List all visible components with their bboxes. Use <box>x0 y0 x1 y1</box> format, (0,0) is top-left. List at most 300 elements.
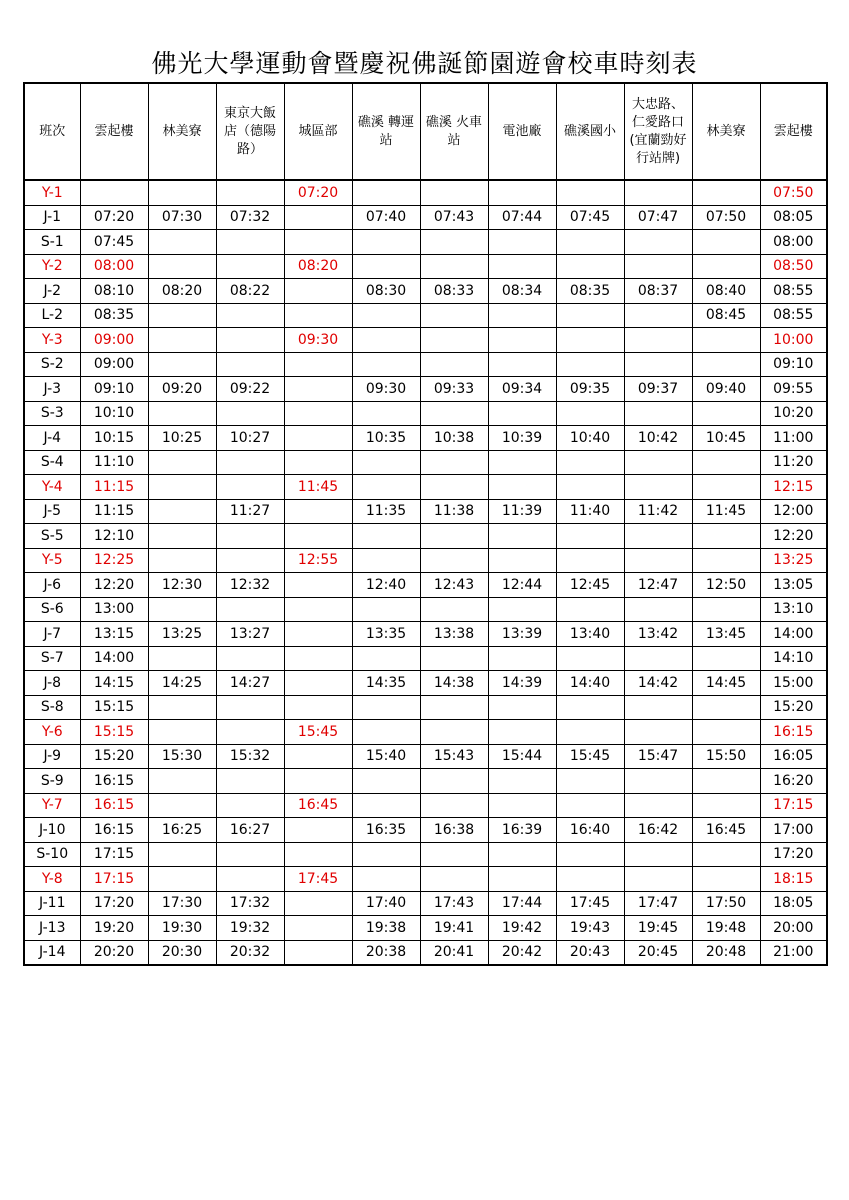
departure-time-cell <box>216 401 284 426</box>
departure-time-cell <box>488 842 556 867</box>
departure-time-cell: 19:30 <box>148 916 216 941</box>
departure-time-cell <box>624 450 692 475</box>
departure-time-cell: 08:40 <box>692 279 760 304</box>
departure-time-cell: 10:35 <box>352 426 420 451</box>
departure-time-cell: 08:45 <box>692 303 760 328</box>
bus-schedule-table <box>23 82 828 966</box>
departure-time-cell: 10:20 <box>760 401 827 426</box>
departure-time-cell: 17:20 <box>760 842 827 867</box>
departure-time-cell <box>692 867 760 892</box>
departure-time-cell: 17:40 <box>352 891 420 916</box>
departure-time-cell <box>556 720 624 745</box>
departure-time-cell: 19:45 <box>624 916 692 941</box>
route-code-cell: J-10 <box>24 818 80 843</box>
departure-time-cell <box>624 475 692 500</box>
departure-time-cell <box>692 475 760 500</box>
route-code-cell: S-5 <box>24 524 80 549</box>
departure-time-cell: 12:20 <box>80 573 148 598</box>
departure-time-cell: 15:47 <box>624 744 692 769</box>
header-row <box>24 83 827 180</box>
departure-time-cell <box>216 475 284 500</box>
departure-time-cell <box>624 867 692 892</box>
departure-time-cell: 17:30 <box>148 891 216 916</box>
departure-time-cell <box>284 891 352 916</box>
departure-time-cell: 17:15 <box>80 867 148 892</box>
departure-time-cell <box>352 720 420 745</box>
departure-time-cell: 16:39 <box>488 818 556 843</box>
departure-time-cell <box>148 597 216 622</box>
departure-time-cell: 20:42 <box>488 940 556 965</box>
column-header: 礁溪國小 <box>556 83 624 180</box>
departure-time-cell <box>420 646 488 671</box>
departure-time-cell: 20:20 <box>80 940 148 965</box>
departure-time-cell <box>284 499 352 524</box>
departure-time-cell <box>284 524 352 549</box>
table-row <box>24 793 827 818</box>
column-header: 電池廠 <box>488 83 556 180</box>
column-header: 林美寮 <box>692 83 760 180</box>
departure-time-cell <box>284 573 352 598</box>
table-row <box>24 230 827 255</box>
departure-time-cell: 16:38 <box>420 818 488 843</box>
table-row <box>24 940 827 965</box>
departure-time-cell: 07:20 <box>284 180 352 205</box>
departure-time-cell <box>420 842 488 867</box>
column-header: 雲起樓 <box>760 83 827 180</box>
departure-time-cell: 12:20 <box>760 524 827 549</box>
departure-time-cell <box>488 352 556 377</box>
departure-time-cell: 12:45 <box>556 573 624 598</box>
departure-time-cell <box>284 205 352 230</box>
table-row <box>24 352 827 377</box>
departure-time-cell: 10:45 <box>692 426 760 451</box>
departure-time-cell: 12:55 <box>284 548 352 573</box>
departure-time-cell <box>556 769 624 794</box>
departure-time-cell: 07:32 <box>216 205 284 230</box>
route-code-cell: S-8 <box>24 695 80 720</box>
departure-time-cell: 13:39 <box>488 622 556 647</box>
departure-time-cell <box>624 254 692 279</box>
departure-time-cell <box>488 524 556 549</box>
departure-time-cell: 13:05 <box>760 573 827 598</box>
departure-time-cell: 16:15 <box>80 769 148 794</box>
table-row <box>24 916 827 941</box>
departure-time-cell <box>284 646 352 671</box>
table-row <box>24 769 827 794</box>
route-code-cell: J-2 <box>24 279 80 304</box>
departure-time-cell <box>420 720 488 745</box>
table-row <box>24 426 827 451</box>
table-row <box>24 401 827 426</box>
departure-time-cell: 09:40 <box>692 377 760 402</box>
departure-time-cell <box>692 450 760 475</box>
departure-time-cell: 16:05 <box>760 744 827 769</box>
departure-time-cell: 15:20 <box>80 744 148 769</box>
departure-time-cell: 19:42 <box>488 916 556 941</box>
departure-time-cell <box>216 180 284 205</box>
departure-time-cell <box>556 180 624 205</box>
departure-time-cell: 14:35 <box>352 671 420 696</box>
departure-time-cell: 08:50 <box>760 254 827 279</box>
route-code-cell: Y-4 <box>24 475 80 500</box>
departure-time-cell <box>148 352 216 377</box>
departure-time-cell <box>420 328 488 353</box>
departure-time-cell: 13:15 <box>80 622 148 647</box>
departure-time-cell <box>556 842 624 867</box>
departure-time-cell: 20:43 <box>556 940 624 965</box>
departure-time-cell: 15:50 <box>692 744 760 769</box>
departure-time-cell <box>420 475 488 500</box>
departure-time-cell: 13:40 <box>556 622 624 647</box>
departure-time-cell: 14:42 <box>624 671 692 696</box>
departure-time-cell <box>692 695 760 720</box>
departure-time-cell <box>488 180 556 205</box>
departure-time-cell: 17:20 <box>80 891 148 916</box>
table-row <box>24 867 827 892</box>
departure-time-cell: 19:43 <box>556 916 624 941</box>
departure-time-cell <box>692 720 760 745</box>
departure-time-cell: 12:10 <box>80 524 148 549</box>
departure-time-cell <box>148 401 216 426</box>
table-row <box>24 646 827 671</box>
departure-time-cell <box>692 254 760 279</box>
departure-time-cell: 09:30 <box>284 328 352 353</box>
route-code-cell: J-4 <box>24 426 80 451</box>
departure-time-cell: 15:15 <box>80 695 148 720</box>
departure-time-cell <box>284 769 352 794</box>
departure-time-cell: 11:40 <box>556 499 624 524</box>
route-code-cell: Y-1 <box>24 180 80 205</box>
departure-time-cell: 19:32 <box>216 916 284 941</box>
table-row <box>24 744 827 769</box>
route-code-cell: J-14 <box>24 940 80 965</box>
departure-time-cell: 20:48 <box>692 940 760 965</box>
departure-time-cell: 07:40 <box>352 205 420 230</box>
departure-time-cell: 14:45 <box>692 671 760 696</box>
departure-time-cell: 12:40 <box>352 573 420 598</box>
departure-time-cell <box>692 597 760 622</box>
departure-time-cell: 20:38 <box>352 940 420 965</box>
departure-time-cell <box>624 328 692 353</box>
departure-time-cell <box>556 475 624 500</box>
departure-time-cell <box>216 548 284 573</box>
departure-time-cell <box>216 450 284 475</box>
departure-time-cell: 11:42 <box>624 499 692 524</box>
departure-time-cell <box>216 352 284 377</box>
route-code-cell: S-6 <box>24 597 80 622</box>
departure-time-cell: 09:10 <box>80 377 148 402</box>
departure-time-cell: 16:45 <box>284 793 352 818</box>
departure-time-cell: 09:30 <box>352 377 420 402</box>
table-row <box>24 573 827 598</box>
departure-time-cell <box>488 254 556 279</box>
departure-time-cell <box>216 720 284 745</box>
departure-time-cell <box>352 180 420 205</box>
departure-time-cell: 08:22 <box>216 279 284 304</box>
departure-time-cell <box>284 940 352 965</box>
departure-time-cell <box>420 401 488 426</box>
table-row <box>24 377 827 402</box>
departure-time-cell: 07:43 <box>420 205 488 230</box>
departure-time-cell <box>148 524 216 549</box>
departure-time-cell: 14:39 <box>488 671 556 696</box>
route-code-cell: J-13 <box>24 916 80 941</box>
departure-time-cell <box>352 230 420 255</box>
departure-time-cell: 11:15 <box>80 499 148 524</box>
departure-time-cell <box>556 254 624 279</box>
departure-time-cell <box>488 230 556 255</box>
departure-time-cell: 09:10 <box>760 352 827 377</box>
departure-time-cell: 07:44 <box>488 205 556 230</box>
column-header: 城區部 <box>284 83 352 180</box>
departure-time-cell <box>624 695 692 720</box>
departure-time-cell: 10:38 <box>420 426 488 451</box>
departure-time-cell: 08:30 <box>352 279 420 304</box>
departure-time-cell: 07:45 <box>80 230 148 255</box>
departure-time-cell: 08:00 <box>80 254 148 279</box>
route-code-cell: Y-6 <box>24 720 80 745</box>
departure-time-cell: 07:45 <box>556 205 624 230</box>
departure-time-cell <box>692 842 760 867</box>
departure-time-cell: 20:00 <box>760 916 827 941</box>
departure-time-cell: 16:45 <box>692 818 760 843</box>
page-title: 佛光大學運動會暨慶祝佛誕節園遊會校車時刻表 <box>151 49 698 78</box>
departure-time-cell <box>624 352 692 377</box>
departure-time-cell: 15:15 <box>80 720 148 745</box>
departure-time-cell: 08:34 <box>488 279 556 304</box>
departure-time-cell <box>420 524 488 549</box>
departure-time-cell <box>352 475 420 500</box>
departure-time-cell <box>420 230 488 255</box>
departure-time-cell <box>216 597 284 622</box>
route-code-cell: J-3 <box>24 377 80 402</box>
departure-time-cell: 09:00 <box>80 352 148 377</box>
departure-time-cell <box>148 793 216 818</box>
departure-time-cell <box>556 303 624 328</box>
table-row <box>24 254 827 279</box>
table-row <box>24 475 827 500</box>
departure-time-cell: 09:35 <box>556 377 624 402</box>
departure-time-cell <box>284 671 352 696</box>
departure-time-cell <box>692 769 760 794</box>
departure-time-cell <box>216 254 284 279</box>
departure-time-cell: 09:34 <box>488 377 556 402</box>
departure-time-cell <box>352 401 420 426</box>
route-code-cell: J-5 <box>24 499 80 524</box>
departure-time-cell <box>624 769 692 794</box>
departure-time-cell <box>80 180 148 205</box>
departure-time-cell: 18:15 <box>760 867 827 892</box>
column-header: 礁溪 轉運站 <box>352 83 420 180</box>
departure-time-cell <box>556 230 624 255</box>
departure-time-cell <box>692 230 760 255</box>
departure-time-cell <box>284 450 352 475</box>
route-code-cell: Y-2 <box>24 254 80 279</box>
departure-time-cell <box>284 597 352 622</box>
departure-time-cell: 16:42 <box>624 818 692 843</box>
table-row <box>24 499 827 524</box>
table-row <box>24 205 827 230</box>
departure-time-cell <box>692 793 760 818</box>
departure-time-cell: 07:50 <box>760 180 827 205</box>
departure-time-cell <box>148 842 216 867</box>
departure-time-cell: 15:43 <box>420 744 488 769</box>
departure-time-cell <box>352 548 420 573</box>
departure-time-cell: 08:05 <box>760 205 827 230</box>
table-row <box>24 842 827 867</box>
departure-time-cell <box>284 230 352 255</box>
departure-time-cell <box>556 401 624 426</box>
departure-time-cell <box>488 769 556 794</box>
departure-time-cell <box>556 548 624 573</box>
departure-time-cell: 12:32 <box>216 573 284 598</box>
route-code-cell: S-10 <box>24 842 80 867</box>
departure-time-cell <box>556 793 624 818</box>
departure-time-cell: 17:00 <box>760 818 827 843</box>
departure-time-cell: 07:30 <box>148 205 216 230</box>
departure-time-cell <box>488 401 556 426</box>
route-code-cell: J-9 <box>24 744 80 769</box>
departure-time-cell: 09:22 <box>216 377 284 402</box>
table-row <box>24 597 827 622</box>
departure-time-cell <box>148 303 216 328</box>
departure-time-cell <box>352 769 420 794</box>
table-row <box>24 671 827 696</box>
departure-time-cell: 13:25 <box>760 548 827 573</box>
departure-time-cell: 13:00 <box>80 597 148 622</box>
departure-time-cell: 13:45 <box>692 622 760 647</box>
route-code-cell: S-9 <box>24 769 80 794</box>
departure-time-cell <box>488 597 556 622</box>
departure-time-cell: 19:20 <box>80 916 148 941</box>
departure-time-cell: 16:35 <box>352 818 420 843</box>
column-header: 林美寮 <box>148 83 216 180</box>
departure-time-cell: 13:10 <box>760 597 827 622</box>
departure-time-cell: 13:42 <box>624 622 692 647</box>
departure-time-cell <box>284 426 352 451</box>
departure-time-cell <box>216 793 284 818</box>
departure-time-cell <box>284 744 352 769</box>
departure-time-cell: 11:10 <box>80 450 148 475</box>
departure-time-cell <box>692 646 760 671</box>
departure-time-cell <box>352 254 420 279</box>
route-code-cell: S-3 <box>24 401 80 426</box>
departure-time-cell <box>488 646 556 671</box>
route-code-cell: S-7 <box>24 646 80 671</box>
table-row <box>24 450 827 475</box>
departure-time-cell <box>148 646 216 671</box>
route-code-cell: Y-8 <box>24 867 80 892</box>
departure-time-cell <box>488 793 556 818</box>
departure-time-cell <box>352 597 420 622</box>
departure-time-cell: 12:47 <box>624 573 692 598</box>
departure-time-cell: 16:25 <box>148 818 216 843</box>
route-code-cell: Y-3 <box>24 328 80 353</box>
table-row <box>24 279 827 304</box>
departure-time-cell <box>216 524 284 549</box>
departure-time-cell: 10:10 <box>80 401 148 426</box>
departure-time-cell: 14:27 <box>216 671 284 696</box>
departure-time-cell <box>352 303 420 328</box>
departure-time-cell <box>284 279 352 304</box>
departure-time-cell: 09:00 <box>80 328 148 353</box>
departure-time-cell <box>148 499 216 524</box>
route-code-cell: Y-7 <box>24 793 80 818</box>
departure-time-cell <box>420 352 488 377</box>
departure-time-cell <box>420 769 488 794</box>
departure-time-cell: 08:10 <box>80 279 148 304</box>
departure-time-cell <box>624 548 692 573</box>
departure-time-cell <box>352 328 420 353</box>
departure-time-cell: 11:35 <box>352 499 420 524</box>
departure-time-cell <box>420 597 488 622</box>
departure-time-cell: 10:40 <box>556 426 624 451</box>
departure-time-cell: 10:00 <box>760 328 827 353</box>
departure-time-cell: 15:45 <box>556 744 624 769</box>
departure-time-cell: 08:55 <box>760 279 827 304</box>
departure-time-cell: 17:32 <box>216 891 284 916</box>
departure-time-cell: 17:45 <box>556 891 624 916</box>
departure-time-cell: 11:27 <box>216 499 284 524</box>
departure-time-cell <box>556 524 624 549</box>
departure-time-cell: 12:15 <box>760 475 827 500</box>
departure-time-cell <box>488 720 556 745</box>
departure-time-cell: 16:15 <box>760 720 827 745</box>
departure-time-cell <box>556 328 624 353</box>
departure-time-cell <box>284 818 352 843</box>
departure-time-cell: 16:20 <box>760 769 827 794</box>
departure-time-cell <box>692 548 760 573</box>
departure-time-cell <box>148 867 216 892</box>
column-header: 東京大飯店（德陽路） <box>216 83 284 180</box>
route-code-cell: L-2 <box>24 303 80 328</box>
departure-time-cell: 17:15 <box>760 793 827 818</box>
departure-time-cell: 17:15 <box>80 842 148 867</box>
departure-time-cell <box>556 867 624 892</box>
departure-time-cell <box>624 401 692 426</box>
route-code-cell: J-11 <box>24 891 80 916</box>
departure-time-cell: 16:15 <box>80 793 148 818</box>
departure-time-cell: 17:47 <box>624 891 692 916</box>
departure-time-cell <box>420 303 488 328</box>
route-code-cell: J-6 <box>24 573 80 598</box>
departure-time-cell: 11:15 <box>80 475 148 500</box>
departure-time-cell: 16:15 <box>80 818 148 843</box>
departure-time-cell: 14:15 <box>80 671 148 696</box>
departure-time-cell <box>216 328 284 353</box>
route-code-cell: J-1 <box>24 205 80 230</box>
departure-time-cell <box>488 303 556 328</box>
departure-time-cell <box>216 769 284 794</box>
departure-time-cell: 14:38 <box>420 671 488 696</box>
departure-time-cell <box>284 695 352 720</box>
column-header: 礁溪 火車站 <box>420 83 488 180</box>
departure-time-cell: 08:20 <box>148 279 216 304</box>
route-code-cell: J-7 <box>24 622 80 647</box>
departure-time-cell: 20:41 <box>420 940 488 965</box>
departure-time-cell: 13:25 <box>148 622 216 647</box>
column-header: 雲起樓 <box>80 83 148 180</box>
departure-time-cell <box>420 548 488 573</box>
departure-time-cell <box>352 646 420 671</box>
departure-time-cell <box>352 524 420 549</box>
departure-time-cell: 13:38 <box>420 622 488 647</box>
table-row <box>24 891 827 916</box>
departure-time-cell <box>216 842 284 867</box>
departure-time-cell: 11:20 <box>760 450 827 475</box>
table-row <box>24 720 827 745</box>
column-header: 班次 <box>24 83 80 180</box>
